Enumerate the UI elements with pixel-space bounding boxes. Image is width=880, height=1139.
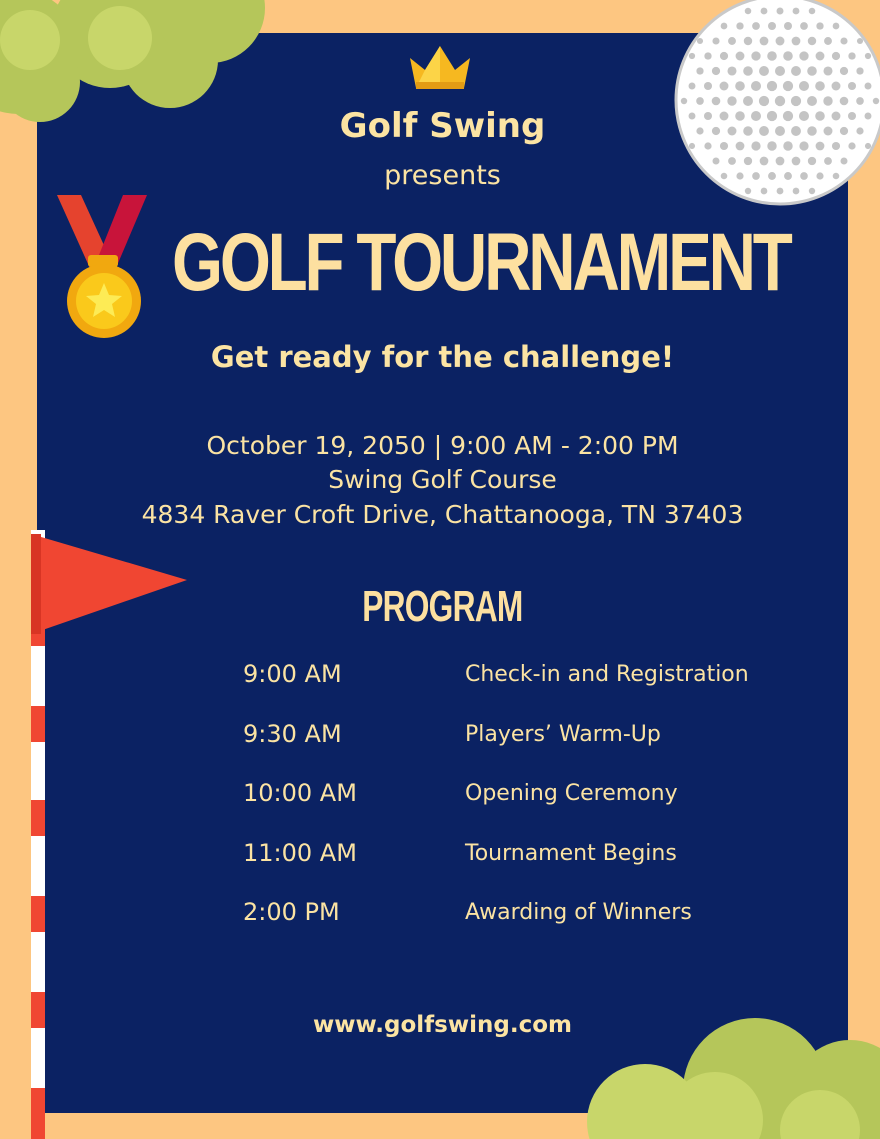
page-title: GOLF TOURNAMENT [172, 217, 790, 308]
program-activity: Players’ Warm-Up [465, 721, 661, 747]
program-item [243, 779, 843, 839]
program-activity: Awarding of Winners [465, 900, 692, 925]
program-activity: Check-in and Registration [465, 662, 749, 687]
program-time: 11:00 AM [243, 838, 357, 867]
program-list [243, 660, 843, 958]
crown-icon [407, 44, 473, 92]
program-heading-text: PROGRAM [362, 582, 523, 631]
event-date-time: October 19, 2050 | 9:00 AM - 2:00 PM [206, 431, 679, 460]
website-link[interactable]: www.golfswing.com [313, 1012, 572, 1038]
program-activity: Opening Ceremony [465, 781, 678, 806]
program-item [243, 660, 843, 720]
program-activity: Tournament Begins [465, 840, 677, 866]
program-time: 10:00 AM [243, 779, 357, 807]
event-venue: Swing Golf Course [328, 465, 557, 494]
program-item [243, 720, 843, 780]
program-time: 9:30 AM [243, 719, 342, 748]
presents-label: presents [384, 160, 501, 191]
brand-name: Golf Swing [339, 106, 546, 146]
program-item [243, 839, 843, 899]
tagline: Get ready for the challenge! [210, 340, 675, 374]
program-time: 2:00 PM [243, 898, 340, 926]
program-time: 9:00 AM [243, 660, 342, 688]
program-item [243, 898, 843, 958]
medal-icon [55, 193, 150, 343]
event-address: 4834 Raver Croft Drive, Chattanooga, TN 37403 [141, 500, 744, 529]
program-heading [37, 582, 848, 632]
